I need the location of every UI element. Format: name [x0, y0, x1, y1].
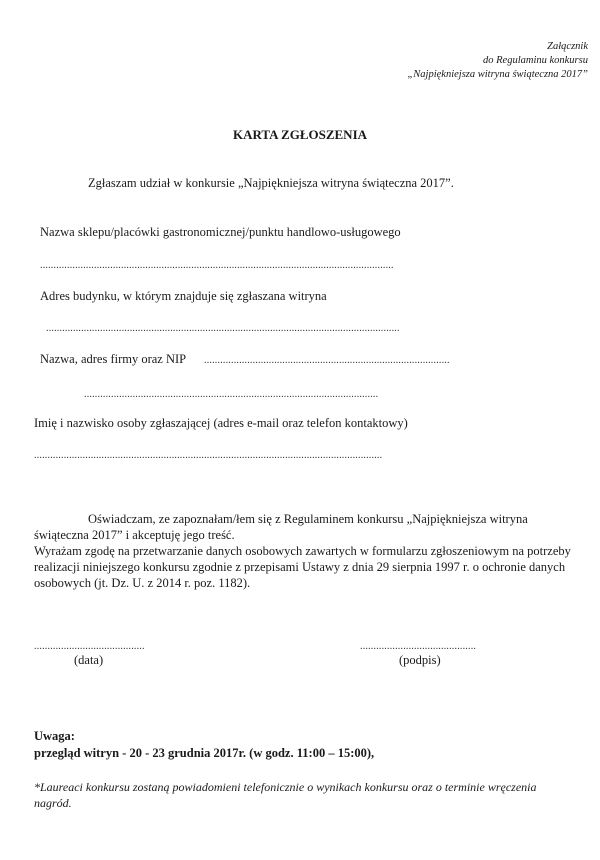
page-title: KARTA ZGŁOSZENIA — [232, 127, 368, 142]
notice-heading: Uwaga: — [34, 729, 75, 743]
date-label: (data) — [74, 653, 104, 667]
declaration-text: Zgłaszam udział w konkursie „Najpiękniejsza witryna świąteczna 2017”. — [88, 176, 454, 190]
notice-text: przegląd witryn - 20 - 23 grudnia 2017r. (w godz. 11:00 – 15:00), — [34, 746, 375, 760]
annex-line-2: do Regulaminu konkursu — [483, 55, 588, 66]
shop-name-label: Nazwa sklepu/placówki gastronomicznej/punktu handlowo-usługowego — [40, 225, 401, 239]
date-field[interactable]: ......................................... — [34, 641, 145, 652]
person-field[interactable]: ................................................................................................................................. — [34, 450, 383, 461]
signature-field[interactable]: ........................................... — [360, 641, 477, 652]
annex-line-3: „Najpiękniejsza witryna świąteczna 2017” — [407, 69, 588, 80]
signature-label: (podpis) — [399, 653, 441, 667]
statement-acceptance — [34, 511, 582, 543]
annex-note — [407, 40, 588, 82]
statement-block — [34, 511, 582, 591]
shop-name-field[interactable]: ................................................................................................................................... — [40, 260, 394, 271]
company-field-inline[interactable]: ........................................................................................... — [204, 355, 450, 366]
annex-line-1: Załącznik — [547, 41, 588, 52]
company-field-line2[interactable]: ............................................................................................................. — [84, 389, 379, 400]
statement-acceptance-text: Oświadczam, ze zapoznałam/łem się z Regulaminem konkursu „Najpiękniejsza witryna świąteczna 2017” i akceptuję jego treść. — [34, 512, 528, 542]
person-label: Imię i nazwisko osoby zgłaszającej (adres e-mail oraz telefon kontaktowy) — [34, 416, 408, 430]
statement-consent: Wyrażam zgodę na przetwarzanie danych osobowych zawartych w formularzu zgłoszeniowym na potrzeby realizacji niniejszego konkursu zgodnie z przepisami Ustawy z dnia 29 sierpnia 1997 r. o ochronie danych osobowych (jt. Dz. U. z 2014 r. poz. 1182). — [34, 544, 571, 590]
footnote: *Laureaci konkursu zostaną powiadomieni telefonicznie o wynikach konkursu oraz o terminie wręczenia nagród. — [34, 780, 537, 810]
address-field[interactable]: ................................................................................................................................... — [46, 323, 400, 334]
address-label: Adres budynku, w którym znajduje się zgłaszana witryna — [40, 289, 327, 303]
company-label: Nazwa, adres firmy oraz NIP — [40, 352, 187, 366]
